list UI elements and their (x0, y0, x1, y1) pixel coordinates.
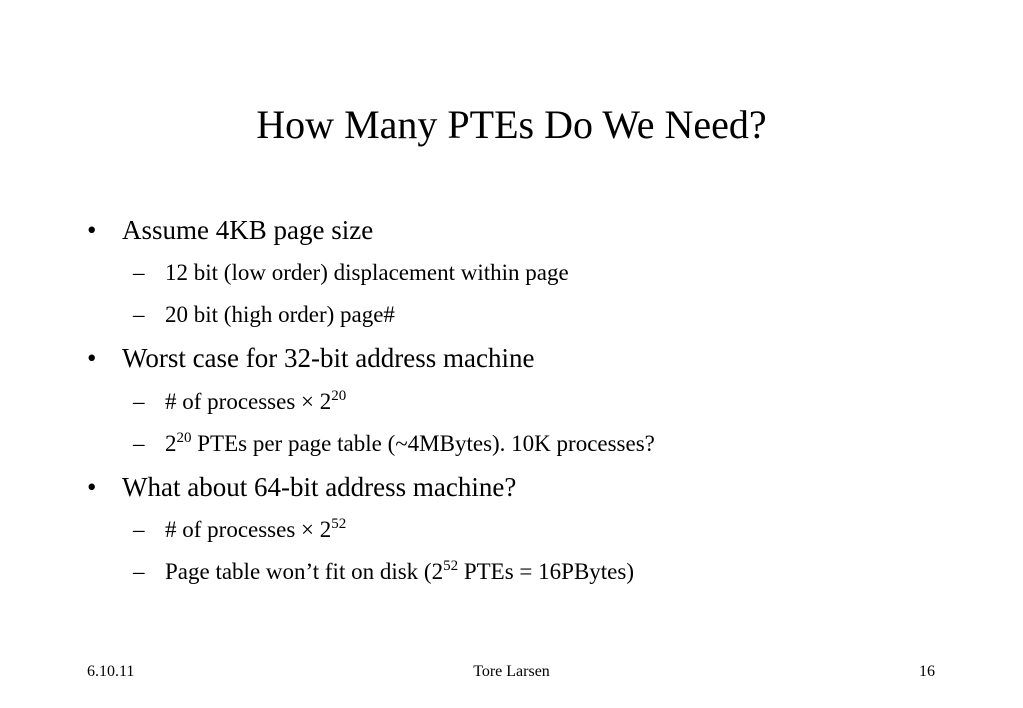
bullet-text: Assume 4KB page size (122, 215, 374, 245)
footer-author: Tore Larsen (473, 663, 550, 680)
sub-bullet-marker: – (133, 559, 145, 584)
footer-date: 6.10.11 (87, 663, 135, 680)
exponent: 52 (331, 516, 347, 532)
slide-title: How Many PTEs Do We Need? (256, 102, 767, 147)
sub-bullet-item (133, 301, 395, 329)
exponent: 52 (443, 558, 459, 574)
sub-bullet-marker: – (133, 517, 145, 542)
bullet-item (87, 214, 373, 246)
bullet-marker: • (87, 215, 97, 245)
sub-bullet-text: # of processes × 2 (165, 389, 332, 414)
sub-bullet-item (133, 430, 655, 458)
sub-bullet-text: 2 (165, 431, 177, 456)
bullet-item (87, 342, 534, 374)
bullet-marker: • (87, 343, 97, 373)
bullet-item (87, 471, 516, 503)
sub-bullet-text: # of processes × 2 (165, 517, 332, 542)
sub-bullet-item (133, 388, 346, 416)
sub-bullet-item (133, 259, 569, 287)
bullet-text: Worst case for 32-bit address machine (122, 343, 535, 373)
sub-bullet-text: Page table won’t fit on disk (2 (165, 559, 444, 584)
footer-page-number: 16 (919, 663, 935, 680)
exponent: 20 (176, 430, 192, 446)
sub-bullet-marker: – (133, 389, 145, 414)
bullet-text: What about 64-bit address machine? (122, 472, 517, 502)
sub-bullet-text: 20 bit (high order) page# (165, 302, 395, 327)
sub-bullet-marker: – (133, 431, 145, 456)
bullet-marker: • (87, 472, 97, 502)
sub-bullet-marker: – (133, 260, 145, 285)
sub-bullet-text: PTEs = 16PBytes) (458, 559, 634, 584)
exponent: 20 (331, 388, 347, 404)
sub-bullet-item (133, 558, 634, 586)
sub-bullet-text: 12 bit (low order) displacement within page (165, 260, 569, 285)
sub-bullet-text: PTEs per page table (~4MBytes). 10K processes? (191, 431, 655, 456)
sub-bullet-marker: – (133, 302, 145, 327)
sub-bullet-item (133, 516, 346, 544)
